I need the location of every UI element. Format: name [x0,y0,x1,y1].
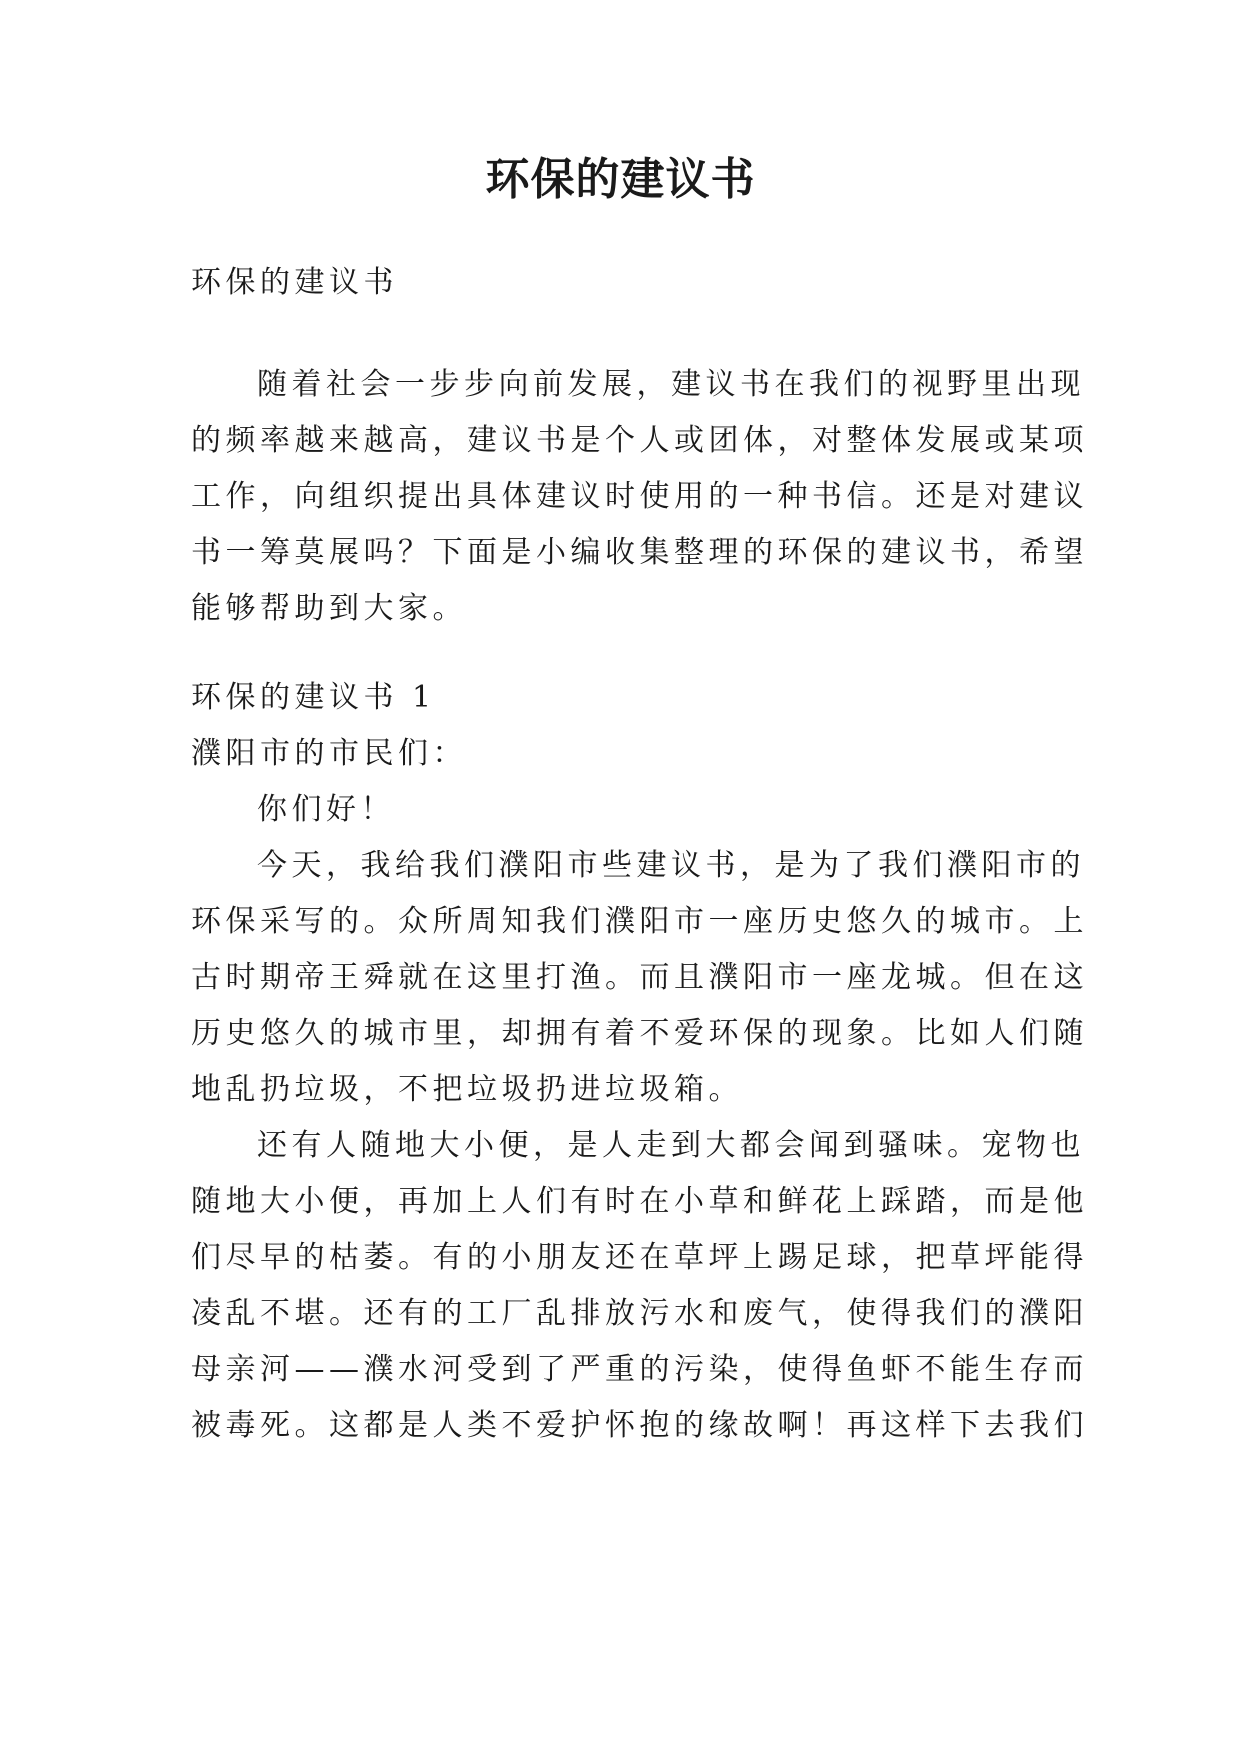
paragraph-line: 环保采写的。众所周知我们濮阳市一座历史悠久的城市。上 [191,904,1088,939]
paragraph-line: 凌乱不堪。还有的工厂乱排放污水和废气，使得我们的濮阳 [191,1296,1088,1331]
intro-paragraph [191,357,1088,637]
intro-line: 能够帮助到大家。 [191,591,467,626]
document-title: 环保的建议书 [485,154,756,205]
paragraph-line: 随地大小便，再加上人们有时在小草和鲜花上踩踏，而是他 [191,1184,1088,1219]
paragraph-line: 地乱扔垃圾，不把垃圾扔进垃圾箱。 [191,1072,743,1107]
intro-line: 的频率越来越高，建议书是个人或团体，对整体发展或某项 [191,423,1088,458]
paragraph-line: 们尽早的枯萎。有的小朋友还在草坪上踢足球，把草坪能得 [191,1240,1088,1275]
greeting: 你们好！ [257,792,395,827]
body-paragraph-2 [191,1118,1088,1454]
intro-line: 工作，向组织提出具体建议时使用的一种书信。还是对建议 [191,479,1088,514]
subtitle: 环保的建议书 [191,265,398,300]
paragraph-line: 还有人随地大小便，是人走到大都会闻到骚味。宠物也 [257,1128,1085,1163]
paragraph-line: 母亲河——濮水河受到了严重的污染，使得鱼虾不能生存而 [191,1352,1088,1387]
intro-line: 随着社会一步步向前发展，建议书在我们的视野里出现 [257,367,1085,402]
salutation: 濮阳市的市民们： [191,736,467,771]
paragraph-line: 古时期帝王舜就在这里打渔。而且濮阳市一座龙城。但在这 [191,960,1088,995]
intro-line: 书一筹莫展吗？下面是小编收集整理的环保的建议书，希望 [191,535,1088,570]
paragraph-line: 被毒死。这都是人类不爱护怀抱的缘故啊！再这样下去我们 [191,1408,1088,1443]
paragraph-line: 历史悠久的城市里，却拥有着不爱环保的现象。比如人们随 [191,1016,1088,1051]
paragraph-line: 今天，我给我们濮阳市些建议书，是为了我们濮阳市的 [257,848,1085,883]
body-paragraph-1 [191,838,1088,1118]
section-heading: 环保的建议书 1 [191,680,436,715]
